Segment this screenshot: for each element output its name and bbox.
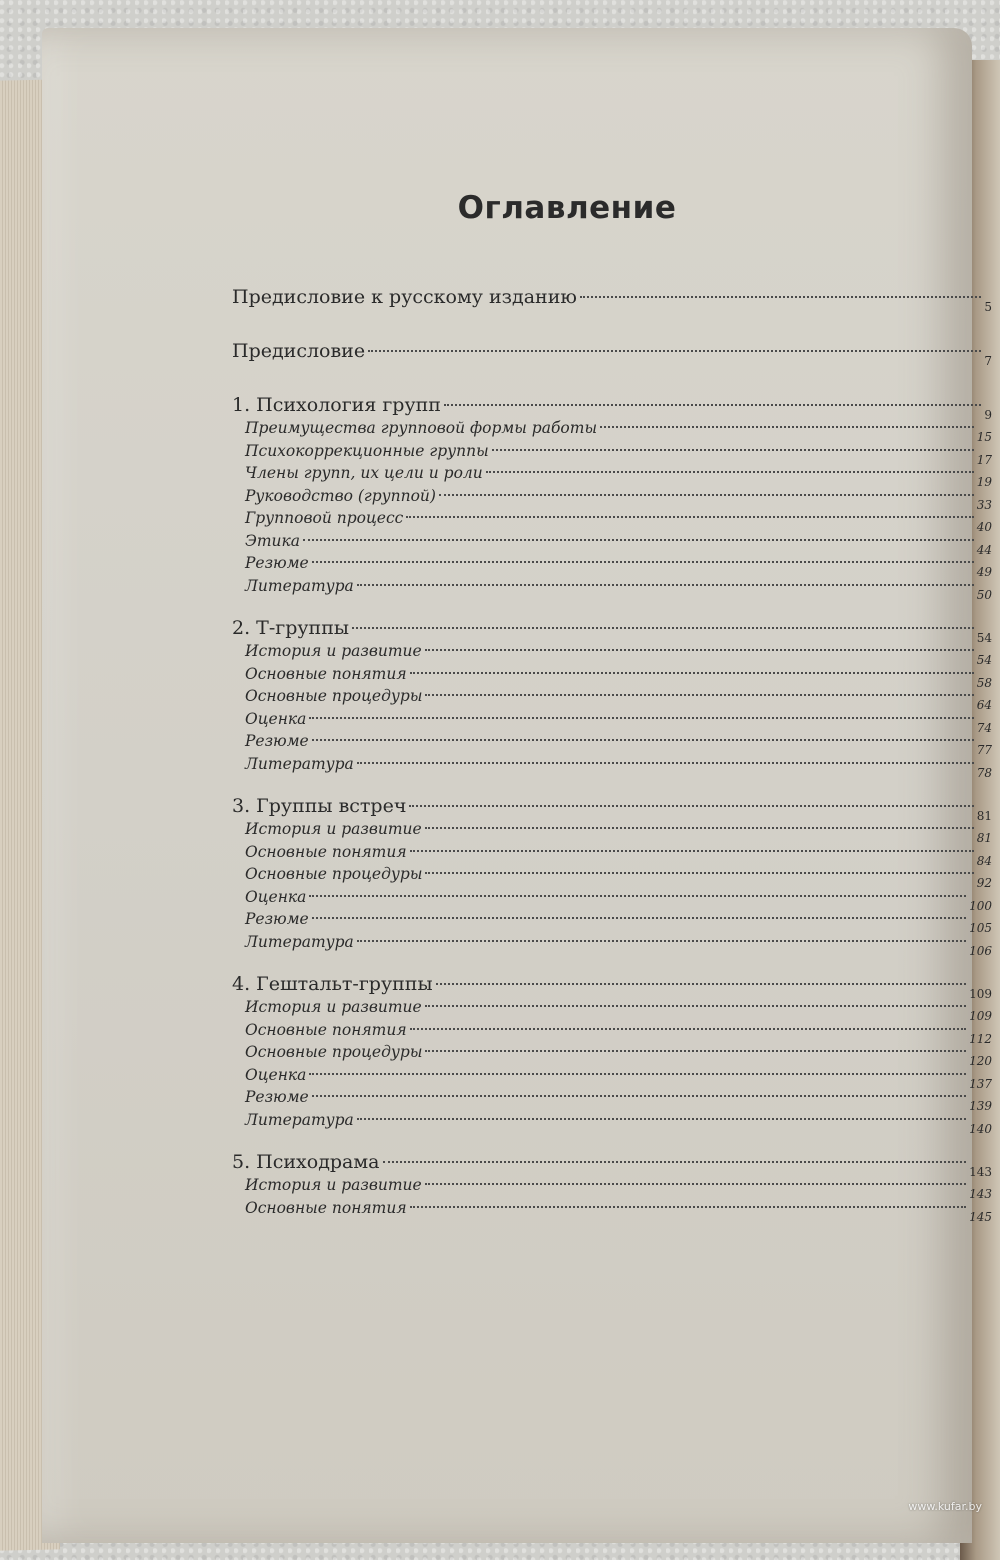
page-number: 105 [969,921,992,935]
page-number: 81 [976,809,992,823]
preface-entry [232,340,992,394]
dot-leader [439,494,974,496]
section-entry [232,665,992,688]
section-entry [232,1199,992,1222]
dot-leader [425,827,974,829]
dot-leader [444,404,981,406]
dot-leader [312,739,974,741]
entry-label: Основные процедуры [245,687,423,705]
dot-leader [600,426,974,428]
dot-leader [580,296,981,298]
dot-leader [425,872,973,874]
page-number: 143 [969,1165,992,1179]
page-number: 106 [969,943,992,958]
entry-label: Оценка [245,887,307,906]
page-number: 50 [976,587,992,602]
dot-leader [410,1206,966,1208]
page-number: 40 [976,520,992,534]
page-number: 143 [969,1187,992,1201]
page-number: 5 [984,300,992,314]
section-entry [232,419,992,442]
page-number: 49 [976,565,992,579]
dot-leader [312,1095,966,1097]
section-entry [232,509,992,532]
page-number: 77 [976,743,992,757]
chapter-gap [232,1133,992,1151]
entry-label: Основные понятия [245,1020,407,1039]
section-entry [232,1088,992,1111]
entry-label: Члены групп, их цели и роли [245,464,483,482]
chapter-gap [232,955,992,973]
dot-leader [425,1050,966,1052]
chapter-gap [232,777,992,795]
entry-label: Предисловие [232,340,366,362]
entry-label: Основные понятия [245,1198,407,1217]
dot-leader [357,584,974,586]
chapters-list [232,394,992,1224]
entry-label: Оценка [245,709,307,728]
page-number: 84 [976,853,992,868]
page-number: 54 [976,631,992,645]
page-number: 54 [976,653,992,667]
page-number: 74 [976,720,992,735]
dot-leader [309,1073,966,1075]
dot-leader [312,561,974,563]
dot-leader [312,917,966,919]
section-entry [232,1066,992,1089]
chapter-entry [232,394,992,422]
dot-leader [352,627,974,629]
page-number: 7 [984,354,992,368]
dot-leader [357,1118,966,1120]
chapter-entry [232,795,992,823]
dot-leader [309,895,966,897]
entry-label: Основные понятия [245,664,407,683]
entry-label: Руководство (группой) [245,486,436,505]
dot-leader [368,350,981,352]
entry-label: Оценка [245,1065,307,1084]
entry-label: Предисловие к русскому изданию [232,286,577,308]
page-number: 81 [976,831,992,845]
dot-leader [409,805,973,807]
section-entry [232,820,992,843]
chapter-entry [232,1151,992,1179]
chapter-entry [232,973,992,1001]
section-entry [232,843,992,866]
entry-label: Литература [245,1110,354,1129]
section-entry [232,732,992,755]
chapter-gap [232,599,992,617]
page-number: 145 [969,1209,992,1224]
section-entry [232,554,992,577]
page-number: 139 [969,1099,992,1113]
entry-label: История и развитие [245,642,422,660]
page-number: 64 [976,698,992,712]
page-title: Оглавление [457,190,677,226]
page-number: 112 [969,1031,992,1046]
page-number: 137 [969,1076,992,1091]
page-number: 19 [976,475,992,489]
page-number: 109 [969,1009,992,1023]
section-entry [232,998,992,1021]
entry-label: Основные процедуры [245,865,423,883]
section-entry [232,1176,992,1199]
entry-label: Резюме [245,910,309,928]
page-number: 44 [976,542,992,557]
page-number: 78 [976,765,992,780]
dot-leader [425,649,974,651]
entry-label: 3. Группы встреч [232,795,407,817]
dot-leader [486,471,974,473]
entry-label: 2. Т-группы [232,617,350,639]
section-entry [232,933,992,956]
entry-label: История и развитие [245,820,422,838]
page-number: 120 [969,1054,992,1068]
page-number: 92 [976,876,992,890]
prefaces-list [232,286,992,394]
entry-label: Основные понятия [245,842,407,861]
section-entry [232,910,992,933]
section-entry [232,755,992,778]
entry-label: Резюме [245,554,309,572]
preface-entry [232,286,992,340]
entry-label: Групповой процесс [245,509,404,527]
entry-label: 1. Психология групп [232,394,441,416]
dot-leader [357,762,974,764]
entry-label: Психокоррекционные группы [245,441,489,460]
page-number: 58 [976,675,992,690]
section-entry [232,442,992,465]
page-number: 33 [976,497,992,512]
dot-leader [383,1161,967,1163]
section-entry [232,532,992,555]
dot-leader [425,1183,966,1185]
entry-label: Резюме [245,1088,309,1106]
dot-leader [357,940,966,942]
section-entry [232,487,992,510]
section-entry [232,1043,992,1066]
page-number: 17 [976,452,992,467]
entry-label: Резюме [245,732,309,750]
dot-leader [406,516,973,518]
table-of-contents [232,286,992,1224]
page-number: 109 [969,987,992,1001]
chapter-entry [232,617,992,645]
section-entry [232,577,992,600]
section-entry [232,710,992,733]
dot-leader [425,1005,966,1007]
entry-label: Литература [245,754,354,773]
page-number: 140 [969,1121,992,1136]
entry-label: История и развитие [245,998,422,1016]
dot-leader [410,672,974,674]
dot-leader [436,983,967,985]
dot-leader [425,694,973,696]
section-entry [232,642,992,665]
section-entry [232,865,992,888]
section-entry [232,1021,992,1044]
watermark: www.kufar.by [908,1500,982,1513]
entry-label: 4. Гештальт-группы [232,973,433,995]
entry-label: Преимущества групповой формы работы [245,419,598,437]
dot-leader [410,850,974,852]
dot-leader [492,449,974,451]
section-entry [232,687,992,710]
section-entry [232,1111,992,1134]
section-entry [232,464,992,487]
book-page [42,28,992,1543]
page-number: 9 [984,408,992,422]
dot-leader [309,717,973,719]
entry-label: Литература [245,932,354,951]
entry-label: 5. Психодрама [232,1151,380,1173]
dot-leader [303,539,974,541]
entry-label: Основные процедуры [245,1043,423,1061]
dot-leader [410,1028,966,1030]
page-number: 15 [976,430,992,444]
entry-label: Литература [245,576,354,595]
section-entry [232,888,992,911]
entry-label: Этика [245,531,301,550]
page-number: 100 [969,898,992,913]
entry-label: История и развитие [245,1176,422,1194]
